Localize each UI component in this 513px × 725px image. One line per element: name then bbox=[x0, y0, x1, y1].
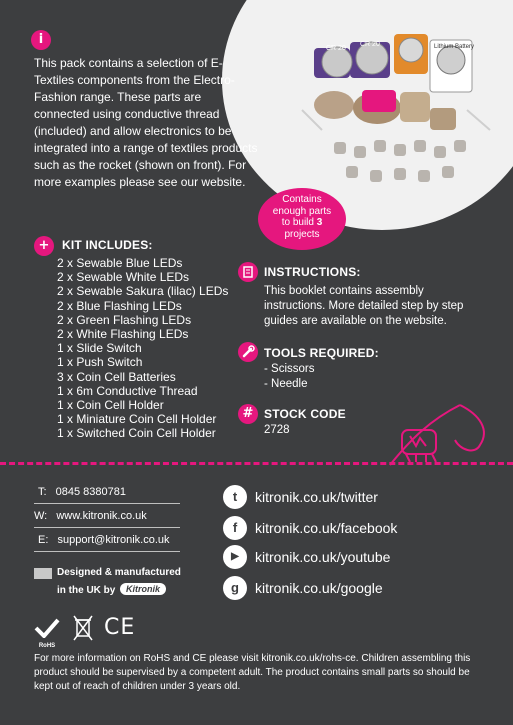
contact-divider bbox=[34, 527, 180, 528]
stock-value: 2728 bbox=[264, 424, 290, 436]
footer-notice: For more information on RoHS and CE please visit kitronik.co.uk/rohs-ce. Children assembling this product should be supervised by a competent adult. The product contains small parts so should be kept out of reach of children under 3 years old. bbox=[34, 653, 471, 692]
list-item: 1 x Miniature Coin Cell Holder bbox=[57, 412, 217, 427]
kitronik-logo: Kitronik bbox=[120, 583, 166, 595]
badge-line-4: projects bbox=[284, 228, 320, 240]
dashed-divider bbox=[0, 462, 513, 465]
list-item: 3 x Coin Cell Batteries bbox=[57, 369, 176, 384]
list-item: 1 x 6m Conductive Thread bbox=[57, 383, 198, 398]
web-value[interactable]: www.kitronik.co.uk bbox=[56, 510, 147, 522]
list-item: 2 x Sewable Sakura (lilac) LEDs bbox=[57, 284, 229, 299]
badge-line-1: Contains bbox=[282, 194, 322, 205]
email-value[interactable]: support@kitronik.co.uk bbox=[57, 534, 170, 546]
rocket-sketch-icon bbox=[380, 400, 500, 470]
checkmark-icon bbox=[34, 618, 60, 638]
email-row bbox=[38, 534, 170, 546]
uk-flag-icon bbox=[34, 568, 52, 579]
battery-label-1: CR 20 bbox=[326, 45, 346, 52]
made-in-line-2: in the UK by bbox=[57, 585, 116, 596]
contact-divider bbox=[34, 551, 180, 552]
intro-paragraph: This pack contains a selection of E-Textiles components from the Electro-Fashion range. These parts are connected using conductive thread (included) and allow electronics to be integrated into a range of textiles products such as the rocket (shown on front). For more examples please see our website. bbox=[34, 56, 258, 189]
lithium-label: Lithium Battery bbox=[434, 44, 475, 50]
kit-list bbox=[57, 256, 228, 441]
google-link[interactable]: kitronik.co.uk/google bbox=[255, 580, 383, 596]
list-item: 2 x Green Flashing LEDs bbox=[57, 312, 192, 327]
made-in-line-1: Designed & manufactured bbox=[57, 567, 181, 578]
contact-divider bbox=[34, 503, 180, 504]
rohs-label: RoHS bbox=[38, 643, 56, 649]
kit-title: KIT INCLUDES: bbox=[62, 238, 153, 252]
facebook-link[interactable]: kitronik.co.uk/facebook bbox=[255, 520, 398, 536]
list-item: 1 x Coin Cell Holder bbox=[57, 398, 164, 413]
facebook-icon: f bbox=[223, 516, 247, 540]
info-icon: i bbox=[31, 30, 51, 50]
youtube-icon: ▶ bbox=[223, 545, 247, 569]
tools-title: TOOLS REQUIRED: bbox=[264, 346, 379, 360]
youtube-link[interactable]: kitronik.co.uk/youtube bbox=[255, 549, 391, 565]
badge-line-3: to build 3 bbox=[281, 217, 323, 228]
book-icon bbox=[238, 262, 258, 282]
list-item: 1 x Slide Switch bbox=[57, 341, 142, 356]
weee-bin-icon bbox=[72, 614, 94, 642]
list-item: 2 x Blue Flashing LEDs bbox=[57, 298, 182, 313]
stock-title: STOCK CODE bbox=[264, 407, 346, 421]
ce-mark: CE bbox=[104, 615, 136, 640]
twitter-icon: t bbox=[223, 485, 247, 509]
email-label: E: bbox=[38, 534, 49, 546]
list-item: 2 x Sewable White LEDs bbox=[57, 270, 190, 285]
list-item: - Needle bbox=[264, 378, 308, 390]
wrench-icon bbox=[238, 342, 258, 362]
twitter-link[interactable]: kitronik.co.uk/twitter bbox=[255, 489, 378, 505]
phone-label: T: bbox=[38, 486, 47, 498]
instructions-text: This booklet contains assembly instructions. More detailed step by step guides are available on the website. bbox=[264, 285, 464, 327]
badge-line-2: enough parts bbox=[272, 205, 332, 217]
plus-icon: + bbox=[34, 236, 54, 256]
web-row bbox=[34, 510, 147, 522]
instructions-title: INSTRUCTIONS: bbox=[264, 265, 361, 279]
badge-count: 3 bbox=[316, 217, 323, 228]
google-icon: g bbox=[223, 576, 247, 600]
web-label: W: bbox=[34, 510, 48, 522]
phone-row bbox=[38, 486, 126, 498]
tools-list bbox=[264, 362, 314, 392]
hash-icon: # bbox=[238, 404, 258, 424]
battery-label-2: CR 20 bbox=[360, 41, 380, 48]
projects-badge bbox=[258, 188, 346, 250]
list-item: - Scissors bbox=[264, 363, 315, 375]
list-item: 1 x Switched Coin Cell Holder bbox=[57, 426, 216, 441]
list-item: 1 x Push Switch bbox=[57, 355, 143, 370]
list-item: 2 x Sewable Blue LEDs bbox=[57, 256, 183, 270]
phone-value: 0845 8380781 bbox=[55, 486, 126, 498]
list-item: 2 x White Flashing LEDs bbox=[57, 327, 189, 342]
rohs-mark bbox=[34, 618, 60, 649]
